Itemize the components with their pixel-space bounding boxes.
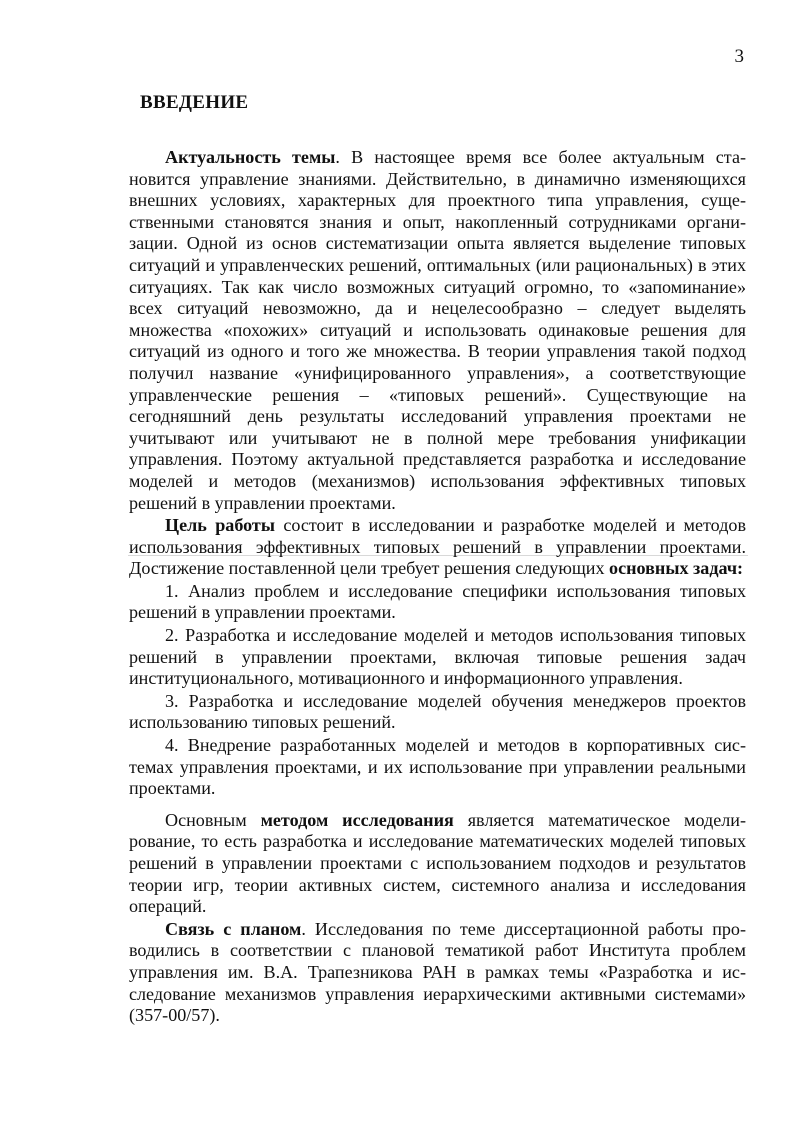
task-item: 4. Внедрение разработанных моделей и методов в корпоративных системах управления проектами, и их использование при управлении реальными проектами. xyxy=(129,735,746,799)
relevance-text: . В настоящее время все более актуальным становится управление знаниями. Действительно, в динамично изменяющихся внешних условиях, характерных для проектного типа управления, существенными становятся знания и опыт, накопленный сотрудниками организации. Одной из основ систематизации опыта является выделение типовых ситуаций и управленческих решений, оптимальных (или рациональных) в этих ситуациях. Так как число возможных ситуаций огромно, то «запоминание» всех ситуаций невозможно, да и нецелесообразно – следует выделять множества «похожих» ситуаций и использовать одинаковые решения для ситуаций из одного и того же множества. В теории управления такой подход получил название «унифицированного управления», а соответствующие управленческие решения – «типовых решений». Существующие на сегодняшний день результаты исследований управления проектами не учитывают или учитывают не в полной мере требования унификации управления. Поэтому актуальной представляется разработка и исследование моделей и методов (механизмов) использования эффективных типовых решений в управлении проектами. xyxy=(129,147,747,513)
method-text: является математическое моделирование, то есть разработка и исследование математических моделей типовых решений в управлении проектами с использованием подходов и результатов теории игр, теории активных систем, системного анализа и исследования операций. xyxy=(129,809,747,917)
paragraph-relevance xyxy=(129,147,746,514)
goal-text: состоит в исследовании и разработке моделей и методов использования эффективных типовых решений в управлении проектами. Достижение поставленной цели требует решения следующих xyxy=(129,515,747,579)
tasks-label: основных задач xyxy=(609,558,738,579)
section-heading: ВВЕДЕНИЕ xyxy=(140,92,249,113)
paragraph-plan xyxy=(129,919,746,1027)
method-label: методом исследования xyxy=(260,809,454,830)
plan-text: . Исследования по теме диссертационной работы проводились в соответствии с плановой тематикой работ Института проблем управления им. В.А. Трапезникова РАН в рамках темы «Разработка и исследование механизмов управления иерархическими активными системами» (357-00/57). xyxy=(129,918,746,1026)
paragraph-method: Основным методом исследования является математическое моделирование, то есть разработка и исследование математических моделей типовых решений в управлении проектами с использованием подходов и результатов теории игр, теории активных систем, системного анализа и исследования операций. xyxy=(129,809,747,917)
task-item: 2. Разработка и исследование моделей и методов использования типовых решений в управлении проектами, включая типовые решения задач институционального, мотивационного и информационного управления. xyxy=(129,625,746,689)
document-body xyxy=(129,147,746,1027)
relevance-title: Актуальность темы xyxy=(165,147,336,167)
goal-title: Цель работы xyxy=(165,515,275,536)
paragraph-goal: Цель работы состоит в исследовании и разработке моделей и методов использования эффективных типовых решений в управлении проектами. Достижение поставленной цели требует решения следующих основных задач: xyxy=(129,515,747,579)
plan-title: Связь с планом xyxy=(165,918,302,939)
task-item: 3. Разработка и исследование моделей обучения менеджеров проектов использованию типовых решений. xyxy=(129,690,746,733)
task-item: 1. Анализ проблем и исследование специфики использования типовых решений в управлении проектами. xyxy=(129,580,746,623)
page-number: 3 xyxy=(734,46,744,67)
